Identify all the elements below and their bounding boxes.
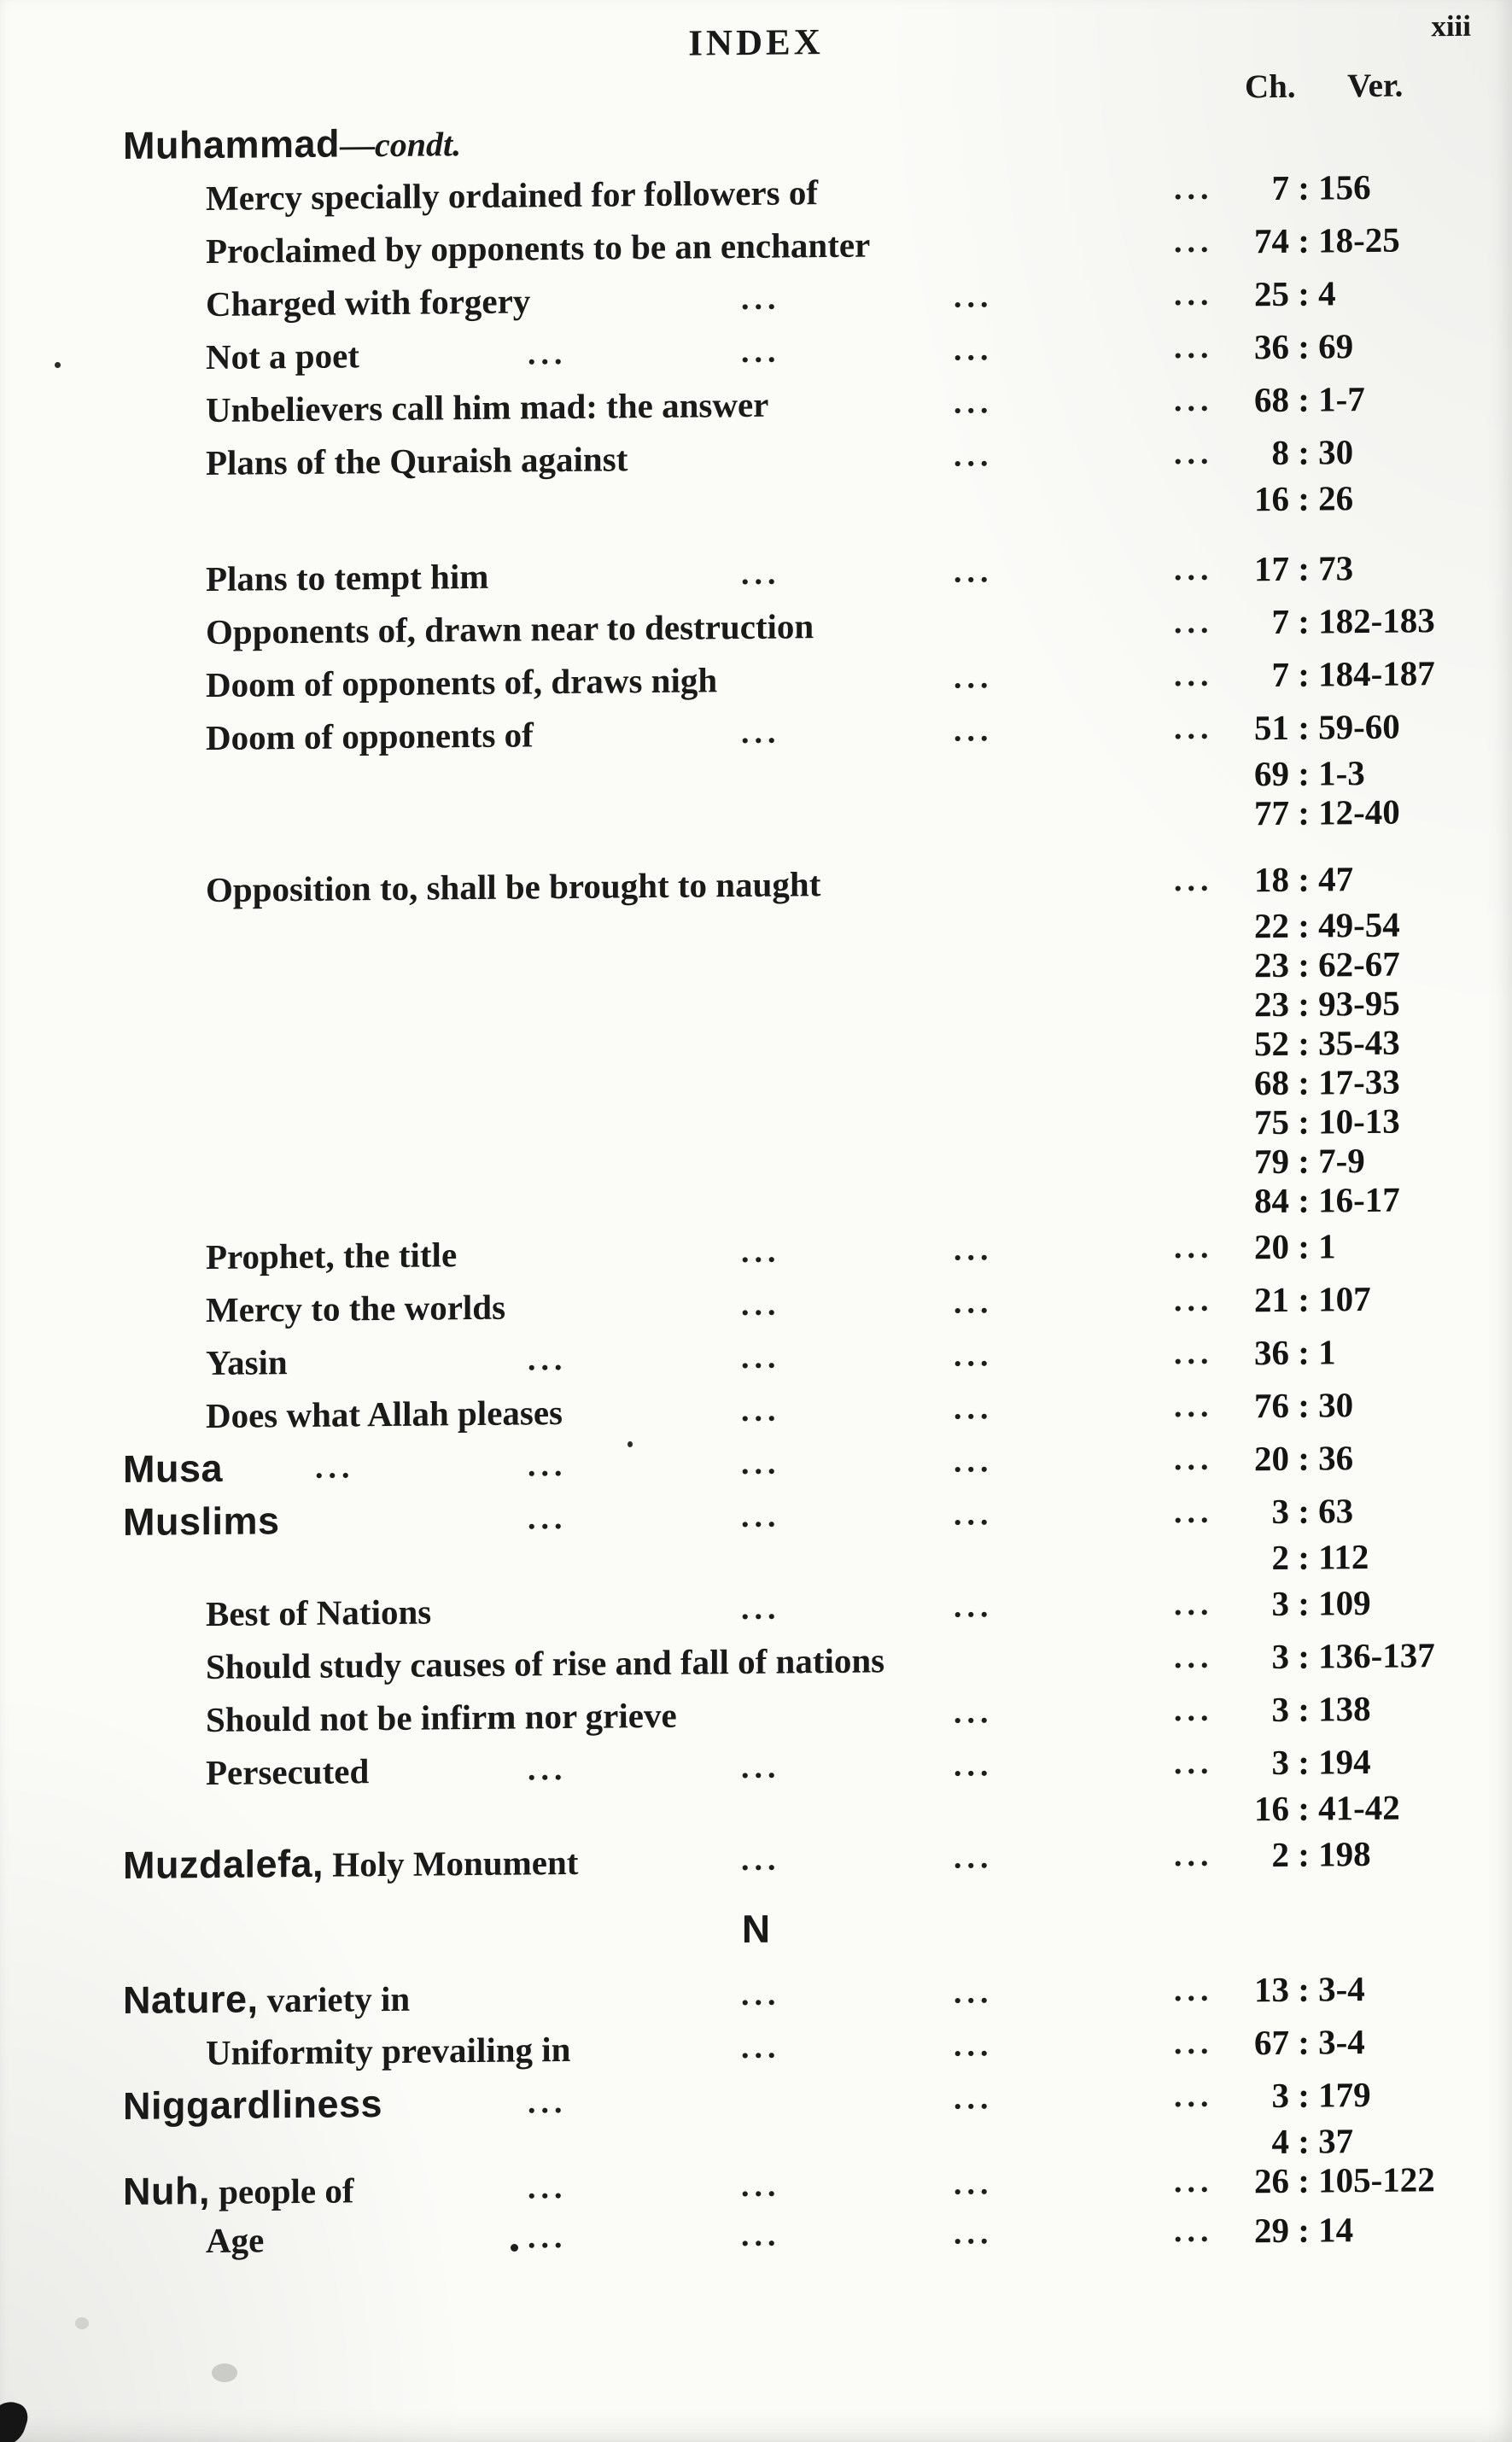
ref-chapter: 2 [1271,1834,1289,1875]
ref-chapter: 7 [1271,601,1289,642]
entry-label: Does what Allah pleases [206,1393,563,1436]
verse-ref [1217,1576,1371,1631]
scan-smudge [212,2363,237,2382]
column-header-verse: Ver. [1347,67,1404,105]
ref-chapter: 68 [1254,1062,1289,1103]
index-entry [0,850,1512,1232]
leader-dots: ... [954,1443,994,1480]
entry-label: Charged with forgery [206,281,531,324]
ref-chapter: 74 [1254,220,1289,261]
ref-chapter: 52 [1254,1023,1289,1064]
entry-label [123,1835,578,1893]
entry-label: Plans to tempt him [206,556,489,599]
verse-ref [1217,1180,1400,1221]
leader-dots: ... [741,2217,781,2254]
ref-separator: : [1289,707,1319,747]
ref-separator: : [1289,1742,1319,1782]
leader-dots: ... [741,1392,781,1429]
ref-chapter: 3 [1271,1742,1289,1783]
leader-dots: ... [1174,2024,1214,2062]
verse-ref [1217,161,1371,215]
verse-ref [1217,984,1400,1025]
verse-ref [1217,1101,1400,1142]
verse-ref [1217,2015,1365,2070]
ref-chapter: 23 [1254,984,1289,1025]
ref-separator: : [1289,792,1319,832]
leader-dots: ... [741,2167,781,2205]
leader-dots: ... [954,712,994,749]
ref-verse: 138 [1318,1688,1371,1729]
verse-ref [1217,1141,1365,1182]
section-heading: N [741,1906,771,1952]
ref-chapter: 3 [1271,1636,1289,1677]
ref-verse: 63 [1318,1491,1354,1531]
ref-chapter: 7 [1271,654,1289,695]
leader-dots: ... [1174,2212,1214,2250]
leader-dots: ... [528,335,568,372]
leader-dots: ... [741,333,781,371]
ref-separator: : [1289,432,1319,472]
ref-separator: : [1289,2160,1319,2200]
ref-verse: 30 [1318,432,1354,472]
ref-verse: 49-54 [1318,904,1400,945]
entry-label: Opponents of, drawn near to destruction [206,606,814,652]
ref-separator: : [1289,753,1319,793]
leader-dots: ... [954,384,994,421]
entry-label: Mercy specially ordained for followers of [206,172,818,219]
leader-dots: ... [528,2083,568,2121]
ref-separator: : [1289,1969,1319,2009]
verse-ref [1217,905,1400,946]
leader-dots: ... [954,1588,994,1625]
ref-verse: 59-60 [1318,706,1400,747]
ref-verse: 1-3 [1318,752,1365,793]
ref-separator: : [1289,220,1319,260]
ref-verse: 198 [1318,1833,1371,1874]
verse-ref [1217,478,1353,519]
ref-verse: 1-7 [1318,378,1365,419]
leader-dots: ... [954,1337,994,1374]
page-number: xiii [1431,9,1471,44]
ref-chapter: 69 [1254,753,1289,794]
ref-verse: 4 [1318,273,1336,313]
ref-chapter: 7 [1271,167,1289,208]
leader-dots: ... [1174,2163,1214,2200]
leader-dots: ... [1174,1493,1214,1531]
leader-dots: ... [954,437,994,474]
index-entry [0,424,1512,530]
entry-label: Mercy to the worlds [206,1287,506,1330]
leader-dots: ... [954,2080,994,2117]
ref-verse: 1 [1318,1226,1336,1266]
verse-ref [1217,1272,1371,1327]
leader-dots: ... [528,1446,568,1484]
ref-separator: : [1289,2022,1319,2062]
leader-dots: ... [1174,329,1214,366]
verse-ref [1217,2153,1435,2207]
ref-verse: 18-25 [1318,219,1400,260]
ref-separator: : [1289,379,1319,419]
leader-dots: ... [954,1231,994,1268]
entry-label [123,2077,382,2134]
leader-dots: ... [954,1974,994,2011]
ref-chapter: 22 [1254,905,1289,946]
ref-verse: 156 [1318,166,1371,207]
ref-separator: : [1289,905,1319,945]
leader-dots: ... [1174,1691,1214,1729]
ref-separator: : [1289,1438,1319,1478]
leader-dots: ... [1174,551,1214,588]
leader-dots: ... [741,280,781,318]
verse-ref [1217,1628,1435,1683]
entry-label [123,1494,280,1550]
verse-ref [1217,2068,1371,2123]
ref-separator: : [1289,1226,1319,1266]
verse-ref [1217,700,1400,755]
leader-dots: ... [1174,1388,1214,1425]
leader-dots: ... [741,1590,781,1627]
leader-dots: ... [954,659,994,696]
ref-separator: : [1289,1491,1319,1531]
leader-dots: ... [528,1341,568,1378]
entry-label: Age [206,2220,265,2261]
ref-chapter: 36 [1254,1332,1289,1373]
verse-ref [1217,1023,1400,1064]
entry-label: Should not be infirm nor grieve [206,1695,677,1740]
entry-label: Doom of opponents of, draws nigh [206,660,718,705]
ref-separator: : [1289,1180,1319,1220]
verse-ref [1217,372,1365,427]
ref-chapter: 4 [1271,2121,1289,2162]
leader-dots: ... [954,2027,994,2064]
index-entry [0,1482,1512,1589]
leader-dots: ... [1174,604,1214,641]
entry-label: Unbelievers call him mad: the answer [206,384,769,430]
ref-separator: : [1289,1788,1319,1828]
entry-headword: Muhammad [123,121,341,167]
verse-ref [1217,1431,1353,1486]
index-entry [0,698,1512,844]
verse-ref [1217,1062,1400,1103]
entry-label: Should study causes of rise and fall of nations [206,1640,885,1687]
ref-separator: : [1289,1583,1319,1623]
leader-dots: ... [954,1390,994,1427]
ref-verse: 182-183 [1318,600,1435,641]
leader-dots: ... [741,1749,781,1786]
ref-chapter: 29 [1254,2210,1289,2251]
ref-chapter: 21 [1254,1279,1289,1320]
ref-chapter: 20 [1254,1438,1289,1479]
leader-dots: ... [954,1839,994,1876]
leader-dots: ... [1174,1837,1214,1874]
ref-chapter: 17 [1254,548,1289,589]
leader-dots: ... [741,1841,781,1878]
ref-chapter: 16 [1254,1788,1289,1829]
ref-verse: 3-4 [1318,1968,1365,2009]
ref-verse: 17-33 [1318,1061,1400,1102]
leader-dots: ... [528,1499,568,1537]
verse-ref [1217,541,1353,596]
entry-label: Plans of the Quraish against [206,439,628,483]
ref-verse: 30 [1318,1385,1354,1425]
entry-label: Doom of opponents of [206,715,534,758]
ref-verse: 136-137 [1318,1635,1435,1676]
ref-separator: : [1289,326,1319,366]
entry-label-tail: people of [219,2170,354,2211]
ref-chapter: 8 [1271,432,1289,473]
ref-separator: : [1289,1537,1319,1577]
entry-label [123,2163,354,2219]
ref-separator: : [1289,859,1319,899]
ref-chapter: 16 [1254,478,1289,519]
leader-dots: ... [528,2218,568,2256]
entry-label: Persecuted [206,1751,370,1793]
ref-separator: : [1289,548,1319,588]
ref-separator: : [1289,1834,1319,1874]
entry-headword: Muslims [123,1498,280,1544]
leader-dots: ... [1174,1440,1214,1478]
ref-verse: 112 [1318,1536,1369,1577]
leader-dots: ... [954,1496,994,1533]
verse-ref [1217,646,1435,701]
leader-dots: ... [954,1284,994,1321]
ref-verse: 36 [1318,1438,1354,1478]
leader-dots: ... [954,278,994,315]
ref-verse: 14 [1318,2210,1354,2250]
entry-headword: Muzdalefa, [123,1841,324,1887]
leader-dots: ... [954,1694,994,1731]
leader-dots: ... [954,553,994,590]
ref-chapter: 18 [1254,859,1289,900]
leader-dots: ... [1174,1282,1214,1319]
ref-verse: 37 [1318,2121,1354,2161]
leader-dots: ... [741,1976,781,2013]
verse-ref [1217,792,1400,833]
ref-verse: 93-95 [1318,983,1400,1024]
ref-chapter: 3 [1271,1491,1289,1532]
leader-dots: ... [741,1286,781,1323]
verse-ref [1217,1788,1400,1829]
ref-chapter: 3 [1271,2075,1289,2116]
ref-chapter: 36 [1254,326,1289,367]
verse-ref [1217,1827,1371,1882]
scan-smudge [75,2317,89,2329]
verse-ref [1217,1484,1353,1539]
ref-separator: : [1289,1636,1319,1676]
verse-ref [1217,1682,1371,1737]
ref-verse: 41-42 [1318,1787,1400,1828]
ref-chapter: 79 [1254,1141,1289,1182]
verse-ref [1217,852,1353,907]
leader-dots: ... [528,1750,568,1788]
ref-separator: : [1289,1101,1319,1142]
entry-label-tail: Holy Monument [332,1842,579,1884]
leader-dots: ... [954,331,994,368]
verse-ref [1217,944,1400,985]
verse-ref [1217,1219,1336,1273]
ref-verse: 47 [1318,859,1354,899]
entry-label-italic: condt. [375,125,462,165]
leader-dots: ... [1174,2077,1214,2115]
verse-ref [1217,1378,1353,1433]
ref-chapter: 51 [1254,707,1289,748]
ref-chapter: 84 [1254,1180,1289,1221]
leader-dots: ... [741,2029,781,2066]
verse-ref [1217,319,1353,374]
ref-chapter: 76 [1254,1385,1289,1426]
leader-dots: ... [1174,862,1214,899]
ink-speck [511,2244,518,2252]
ref-separator: : [1289,167,1319,207]
ref-separator: : [1289,1141,1319,1181]
entry-headword: Musa [123,1446,224,1491]
ref-chapter: 77 [1254,792,1289,833]
entry-label: Opposition to, shall be brought to naught [206,864,821,910]
leader-dots: ... [1174,1586,1214,1623]
leader-dots: ... [954,2215,994,2252]
ref-separator: : [1289,478,1319,518]
ref-separator: : [1289,944,1319,984]
ref-verse: 10-13 [1318,1101,1400,1142]
index-entry [0,1733,1512,1840]
ref-chapter: 3 [1271,1689,1289,1730]
entry-headword: Nature, [123,1977,259,2022]
ref-separator: : [1289,1062,1319,1102]
ref-verse: 3-4 [1318,2021,1365,2062]
verse-ref [1217,425,1353,480]
leader-dots: ... [315,1449,355,1486]
ref-separator: : [1289,1332,1319,1372]
leader-dots: ... [741,555,781,593]
leader-dots: ... [1174,223,1214,260]
ref-verse: 109 [1318,1582,1371,1623]
ref-verse: 69 [1318,326,1354,366]
verse-ref [1217,1962,1365,2017]
entry-label: Proclaimed by opponents to be an enchanter [206,225,871,272]
ref-chapter: 13 [1254,1969,1289,2010]
index-rows [0,106,1512,2269]
verse-ref [1217,753,1365,794]
column-header-chapter: Ch. [1245,67,1296,106]
leader-dots: ... [1174,710,1214,747]
ref-verse: 105-122 [1318,2159,1435,2200]
ref-verse: 26 [1318,478,1354,518]
leader-dots: ... [1174,1744,1214,1782]
ref-verse: 7-9 [1318,1140,1365,1181]
leader-dots: ... [1174,1335,1214,1372]
ref-verse: 1 [1318,1332,1336,1372]
ref-separator: : [1289,601,1319,641]
leader-dots: ... [954,1747,994,1784]
leader-dots: ... [1174,1972,1214,2009]
leader-dots: ... [1174,170,1214,207]
ref-separator: : [1289,1279,1319,1319]
ref-separator: : [1289,2121,1319,2161]
ref-chapter: 26 [1254,2160,1289,2201]
ref-chapter: 20 [1254,1226,1289,1267]
entry-headword: Nuh, [123,2168,210,2213]
leader-dots: ... [1174,1229,1214,1266]
leader-dots: ... [1174,382,1214,419]
ink-speck [55,362,61,368]
leader-dots: ... [1174,276,1214,313]
ref-verse: 184-187 [1318,653,1435,694]
leader-dots: ... [741,1445,781,1482]
leader-dots: ... [741,1233,781,1271]
ref-chapter: 23 [1254,944,1289,985]
ref-verse: 194 [1318,1741,1371,1782]
ref-chapter: 25 [1254,273,1289,314]
ref-separator: : [1289,273,1319,313]
dash: — [340,125,376,165]
ref-separator: : [1289,1385,1319,1425]
entry-label: Not a poet [206,336,359,377]
ref-separator: : [1289,2075,1319,2115]
ref-verse: 107 [1318,1278,1371,1319]
entry-label-tail: variety in [266,1978,411,2020]
ref-separator: : [1289,654,1319,694]
ref-chapter: 2 [1271,1537,1289,1578]
verse-ref [1217,593,1435,648]
leader-dots: ... [1174,657,1214,694]
ref-chapter: 68 [1254,379,1289,420]
ref-verse: 73 [1318,548,1354,588]
ref-chapter: 3 [1271,1583,1289,1624]
verse-ref [1217,213,1400,268]
leader-dots: ... [528,2169,568,2206]
ref-verse: 12-40 [1318,792,1400,832]
leader-dots: ... [741,1339,781,1376]
ref-separator: : [1289,984,1319,1024]
entry-label: Uniformity prevailing in [206,2029,571,2073]
ref-separator: : [1289,1689,1319,1729]
verse-ref [1217,2203,1353,2258]
entry-label [123,116,461,174]
ref-chapter: 67 [1254,2022,1289,2063]
leader-dots: ... [741,714,781,751]
leader-dots: ... [954,2165,994,2202]
leader-dots: ... [741,1498,781,1535]
ref-verse: 35-43 [1318,1022,1400,1063]
ref-verse: 62-67 [1318,944,1400,984]
ref-separator: : [1289,1023,1319,1063]
entry-label: Prophet, the title [206,1235,458,1277]
ref-chapter: 75 [1254,1101,1289,1142]
entry-label: Best of Nations [206,1592,432,1634]
entry-headword: Niggardliness [123,2082,383,2128]
verse-ref [1217,266,1336,320]
verse-ref [1217,1735,1371,1790]
leader-dots: ... [1174,1639,1214,1676]
entry-label [123,1972,410,2028]
verse-ref [1217,1537,1369,1578]
ref-verse: 179 [1318,2074,1371,2115]
entry-label: Yasin [206,1342,288,1383]
ref-separator: : [1289,2210,1319,2250]
entry-label [123,1442,223,1497]
ref-verse: 16-17 [1318,1179,1400,1220]
verse-ref [1217,1325,1336,1379]
leader-dots: ... [1174,435,1214,472]
page-title: INDEX [688,22,824,64]
ink-speck [628,1441,633,1447]
